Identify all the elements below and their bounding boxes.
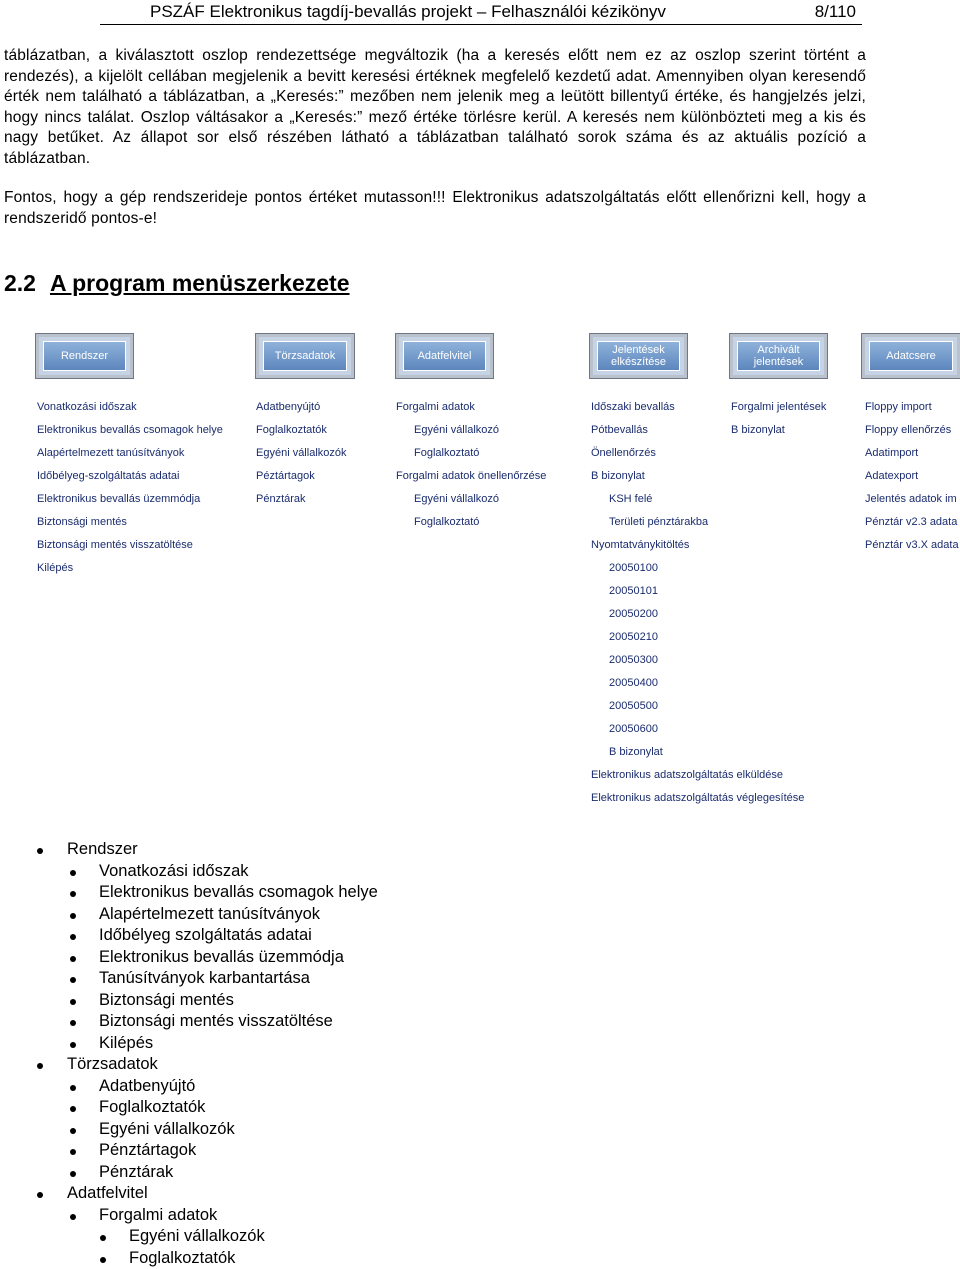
page-header xyxy=(100,0,862,25)
menu-item[interactable]: Jelentés adatok im xyxy=(865,493,957,505)
menu-item[interactable]: B bizonylat xyxy=(731,424,785,436)
menu-button-label: Törzsadatok xyxy=(263,341,347,371)
menu-button-4[interactable] xyxy=(730,334,827,378)
bullet-item: Elektronikus bevallás üzemmódja xyxy=(99,947,344,966)
bullet-item: Kilépés xyxy=(99,1033,154,1052)
section-heading xyxy=(4,270,350,297)
menu-item[interactable]: Foglalkoztatók xyxy=(256,424,327,436)
bullet-item: Törzsadatok xyxy=(67,1055,158,1073)
menu-item[interactable]: Időszaki bevallás xyxy=(591,401,675,413)
bullet-item: Időbélyeg szolgáltatás adatai xyxy=(99,926,312,944)
bullet-dot xyxy=(70,977,76,983)
bullet-dot xyxy=(70,1214,76,1220)
bullet-item: Rendszer xyxy=(67,840,138,858)
bullet-dot xyxy=(70,1085,76,1091)
menu-item[interactable]: Pénztár v2.3 adata xyxy=(865,516,958,528)
bullet-item: Adatbenyújtó xyxy=(99,1076,196,1095)
bullet-dot xyxy=(70,934,76,940)
bullet-item: Vonatkozási időszak xyxy=(99,861,249,880)
bullet-item: Elektronikus bevallás csomagok helye xyxy=(99,883,378,901)
bullet-dot xyxy=(100,1257,106,1263)
menu-item[interactable]: Elektronikus adatszolgáltatás elküldése xyxy=(591,769,784,781)
bullet-dot xyxy=(37,1063,43,1069)
menu-item[interactable]: 20050500 xyxy=(609,700,658,712)
menu-item[interactable]: Kilépés xyxy=(37,562,74,574)
bullet-dot xyxy=(70,891,76,897)
menu-item[interactable]: Foglalkoztató xyxy=(414,447,480,459)
bullet-item: Pénztártagok xyxy=(99,1141,197,1159)
menu-item[interactable]: 20050600 xyxy=(609,723,658,735)
bullet-dot xyxy=(70,1128,76,1134)
menu-item[interactable]: Nyomtatványkitöltés xyxy=(591,539,690,551)
bullet-item: Adatfelvitel xyxy=(67,1184,148,1202)
menu-button-label: Adatcsere xyxy=(869,341,953,371)
menu-item[interactable]: Floppy ellenőrzés xyxy=(865,424,952,436)
menu-button-0[interactable] xyxy=(36,334,133,378)
paragraph-search-behavior: táblázatban, a kiválasztott oszlop rendezettsége megváltozik (ha a keresés előtt nem ez az oszlop szerint történt a rendezés), a kijelölt cellában megjelenik a bevitt keresési értéknek megfelelő kezdetű adat. Amennyiben olyan keresendő érték nem található a táblázatban, a „Keresés:” mezőben nem jelenik meg a leütött billentyű értéke, és hangjelzés jelzi, hogy nincs találat. Oszlop váltásakor a „Keresés:” mező értéke törlésre kerül. A keresés nem különbözteti meg a kis és nagy betűket. Az állapot sor első részében látható a táblázatban található sorok száma és az aktuális pozíció a táblázatban. xyxy=(4,47,866,167)
menu-item[interactable]: KSH felé xyxy=(609,493,653,505)
menu-item[interactable]: Egyéni vállalkozók xyxy=(256,447,347,459)
menu-button-label: Archivált jelentések xyxy=(737,341,820,371)
bullet-item: Biztonsági mentés xyxy=(99,990,234,1009)
menu-item[interactable]: Elektronikus bevallás csomagok helye xyxy=(37,424,223,436)
menu-button-1[interactable] xyxy=(256,334,354,378)
menu-button-2[interactable] xyxy=(396,334,493,378)
menu-button-label: Adatfelvitel xyxy=(403,341,486,371)
menu-item[interactable]: Forgalmi adatok xyxy=(396,401,475,413)
bullet-item: Pénztárak xyxy=(99,1162,174,1181)
menu-item[interactable]: B bizonylat xyxy=(591,470,645,482)
bullet-item: Foglalkoztatók xyxy=(99,1098,206,1116)
bullet-item: Foglalkoztatók xyxy=(129,1248,236,1267)
menu-item[interactable]: B bizonylat xyxy=(609,746,663,758)
bullet-dot xyxy=(70,1042,76,1048)
menu-button-5[interactable] xyxy=(862,334,960,378)
menu-item[interactable]: Alapértelmezett tanúsítványok xyxy=(37,447,185,459)
bullet-dot xyxy=(70,870,76,876)
bullet-item: Tanúsítványok karbantartása xyxy=(99,969,310,987)
bullet-item: Alapértelmezett tanúsítványok xyxy=(99,904,321,923)
menu-item[interactable]: Pénztár v3.X adata xyxy=(865,539,959,551)
bullet-dot xyxy=(37,1192,43,1198)
bullet-dot xyxy=(70,956,76,962)
menu-button-3[interactable] xyxy=(590,334,687,378)
bullet-dot xyxy=(70,1149,76,1155)
menu-item[interactable]: Biztonsági mentés xyxy=(37,516,127,528)
menu-item[interactable]: Péztártagok xyxy=(256,470,315,482)
page-number: 8/110 xyxy=(814,2,856,21)
menu-item[interactable]: 20050101 xyxy=(609,585,658,597)
bullet-item: Forgalmi adatok xyxy=(99,1205,218,1224)
menu-item[interactable]: Foglalkoztató xyxy=(414,516,480,528)
bullet-dot xyxy=(37,848,43,854)
paragraph-system-time-note: Fontos, hogy a gép rendszerideje pontos értéket mutasson!!! Elektronikus adatszolgáltatás előtt ellenőrizni kell, hogy a rendszeridő pontos-e! xyxy=(4,189,866,227)
menu-button-label: Rendszer xyxy=(43,341,126,371)
menu-item[interactable]: Időbélyeg-szolgáltatás adatai xyxy=(37,470,180,482)
menu-item[interactable]: Önellenőrzés xyxy=(591,447,656,459)
menu-item[interactable]: Forgalmi adatok önellenőrzése xyxy=(396,470,547,482)
section-title: A program menüszerkezete xyxy=(49,270,350,296)
bullet-dot xyxy=(100,1235,106,1241)
menu-item[interactable]: Egyéni vállalkozó xyxy=(414,493,499,505)
bullet-item: Egyéni vállalkozók xyxy=(99,1119,235,1138)
menu-item[interactable]: 20050300 xyxy=(609,654,658,666)
bullet-dot xyxy=(70,913,76,919)
menu-item[interactable]: Vonatkozási időszak xyxy=(37,401,137,413)
bullet-dot xyxy=(70,999,76,1005)
menu-item[interactable]: Forgalmi jelentések xyxy=(731,401,827,413)
section-number: 2.2 xyxy=(4,270,36,296)
menu-item[interactable]: Biztonsági mentés visszatöltése xyxy=(37,539,193,551)
menu-item[interactable]: Elektronikus bevallás üzemmódja xyxy=(37,493,201,505)
menu-item[interactable]: 20050200 xyxy=(609,608,658,620)
bullet-dot xyxy=(70,1020,76,1026)
menu-item[interactable]: Egyéni vállalkozó xyxy=(414,424,499,436)
menu-item[interactable]: 20050210 xyxy=(609,631,658,643)
menu-item[interactable]: Floppy import xyxy=(865,401,932,413)
menu-item[interactable]: Adatimport xyxy=(865,447,919,459)
menu-item[interactable]: Területi pénztárakba xyxy=(609,516,709,528)
bullet-dot xyxy=(70,1171,76,1177)
menu-item[interactable]: Pénztárak xyxy=(256,493,306,505)
bullet-item: Biztonsági mentés visszatöltése xyxy=(99,1012,333,1030)
bullet-item: Egyéni vállalkozók xyxy=(129,1227,265,1245)
menu-item[interactable]: Pótbevallás xyxy=(591,424,648,436)
menu-item[interactable]: 20050100 xyxy=(609,562,658,574)
header-title: PSZÁF Elektronikus tagdíj-bevallás projekt – Felhasználói kézikönyv xyxy=(150,2,666,21)
bullet-dot xyxy=(70,1106,76,1112)
menu-item[interactable]: Adatexport xyxy=(865,470,919,482)
menu-item[interactable]: 20050400 xyxy=(609,677,658,689)
menu-item[interactable]: Elektronikus adatszolgáltatás véglegesítése xyxy=(591,792,805,804)
menu-button-label: Jelentések elkészítése xyxy=(597,341,680,371)
menu-item[interactable]: Adatbenyújtó xyxy=(256,401,321,413)
